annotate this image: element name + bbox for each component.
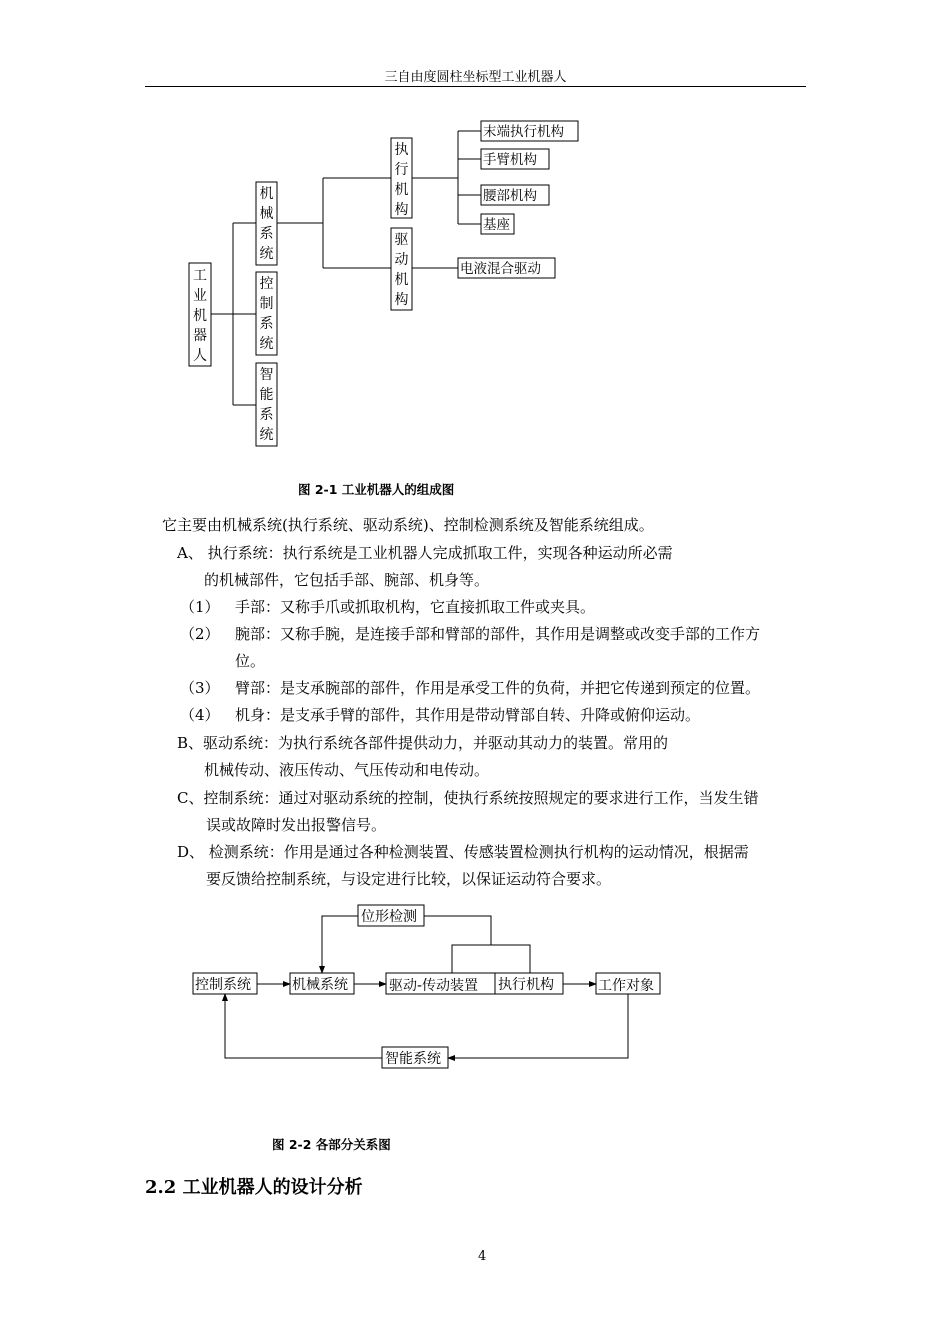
label-mech: 机械系统: [259, 186, 274, 262]
label-control-system: 控制系统: [195, 977, 251, 993]
item-d-line2: 要反馈给控制系统，与设定进行比较，以保证运动符合要求。: [206, 870, 612, 888]
item-b-line1: B、驱动系统：为执行系统各部件提供动力，并驱动其动力的装置。常用的: [177, 734, 669, 752]
relationship-diagram: [0, 890, 950, 1080]
label-actuator: 执行机构: [498, 977, 554, 993]
label-position-sensing: 位形检测: [361, 909, 417, 925]
label-mech-system: 机械系统: [292, 977, 348, 993]
label-base: 基座: [483, 217, 510, 233]
label-ehdrive: 电液混合驱动: [460, 261, 541, 277]
item-d-line1: D、 检测系统：作用是通过各种检测装置、传感装置检测执行机构的运动情况，根据需: [177, 843, 749, 861]
label-waist: 腰部机构: [483, 188, 537, 204]
sub-item-3-text: 臂部：是支承腕部的部件，作用是承受工件的负荷，并把它传递到预定的位置。: [235, 679, 761, 697]
label-intel-system: 智能系统: [385, 1051, 441, 1067]
sub-item-1-num: （1）: [180, 598, 220, 616]
figure-caption-1: 图 2-1 工业机器人的组成图: [298, 482, 455, 497]
label-intel: 智能系统: [259, 367, 274, 443]
paragraph-intro: 它主要由机械系统(执行系统、驱动系统)、控制检测系统及智能系统组成。: [162, 516, 654, 534]
section-heading: 2.2 工业机器人的设计分析: [145, 1177, 363, 1198]
label-drive-transmission: 驱动-传动装置: [389, 978, 479, 994]
page-number: 4: [478, 1249, 487, 1264]
label-root: 工业机器人: [193, 268, 207, 364]
label-end-effector: 末端执行机构: [483, 124, 564, 140]
item-c-line1: C、控制系统：通过对驱动系统的控制，使执行系统按照规定的要求进行工作，当发生错: [177, 789, 759, 807]
sub-item-1-text: 手部：又称手爪或抓取机构，它直接抓取工件或夹具。: [235, 598, 596, 616]
running-header: 三自由度圆柱坐标型工业机器人: [384, 70, 567, 85]
item-c-line2: 误或故障时发出报警信号。: [206, 816, 387, 834]
label-control: 控制系统: [259, 276, 274, 352]
item-a-line1: A、 执行系统：执行系统是工业机器人完成抓取工件，实现各种运动所必需: [177, 544, 673, 562]
figure-caption-2: 图 2-2 各部分关系图: [272, 1137, 391, 1152]
item-b-line2: 机械传动、液压传动、气压传动和电传动。: [204, 761, 490, 779]
sub-item-3-num: （3）: [180, 679, 220, 697]
label-arm: 手臂机构: [483, 152, 537, 168]
sub-item-2-text-cont: 位。: [235, 652, 266, 670]
sub-item-2-num: （2）: [180, 625, 220, 643]
composition-diagram: [0, 0, 950, 470]
sub-item-4-num: （4）: [180, 706, 220, 724]
label-drive: 驱动机构: [394, 232, 409, 308]
item-a-line2: 的机械部件，它包括手部、腕部、机身等。: [204, 571, 490, 589]
sub-item-2-text: 腕部：又称手腕，是连接手部和臂部的部件，其作用是调整或改变手部的工作方: [235, 625, 761, 643]
sub-item-4-text: 机身：是支承手臂的部件，其作用是带动臂部自转、升降或俯仰运动。: [235, 706, 701, 724]
label-exec: 执行机构: [394, 142, 409, 218]
label-work-object: 工作对象: [598, 978, 654, 994]
